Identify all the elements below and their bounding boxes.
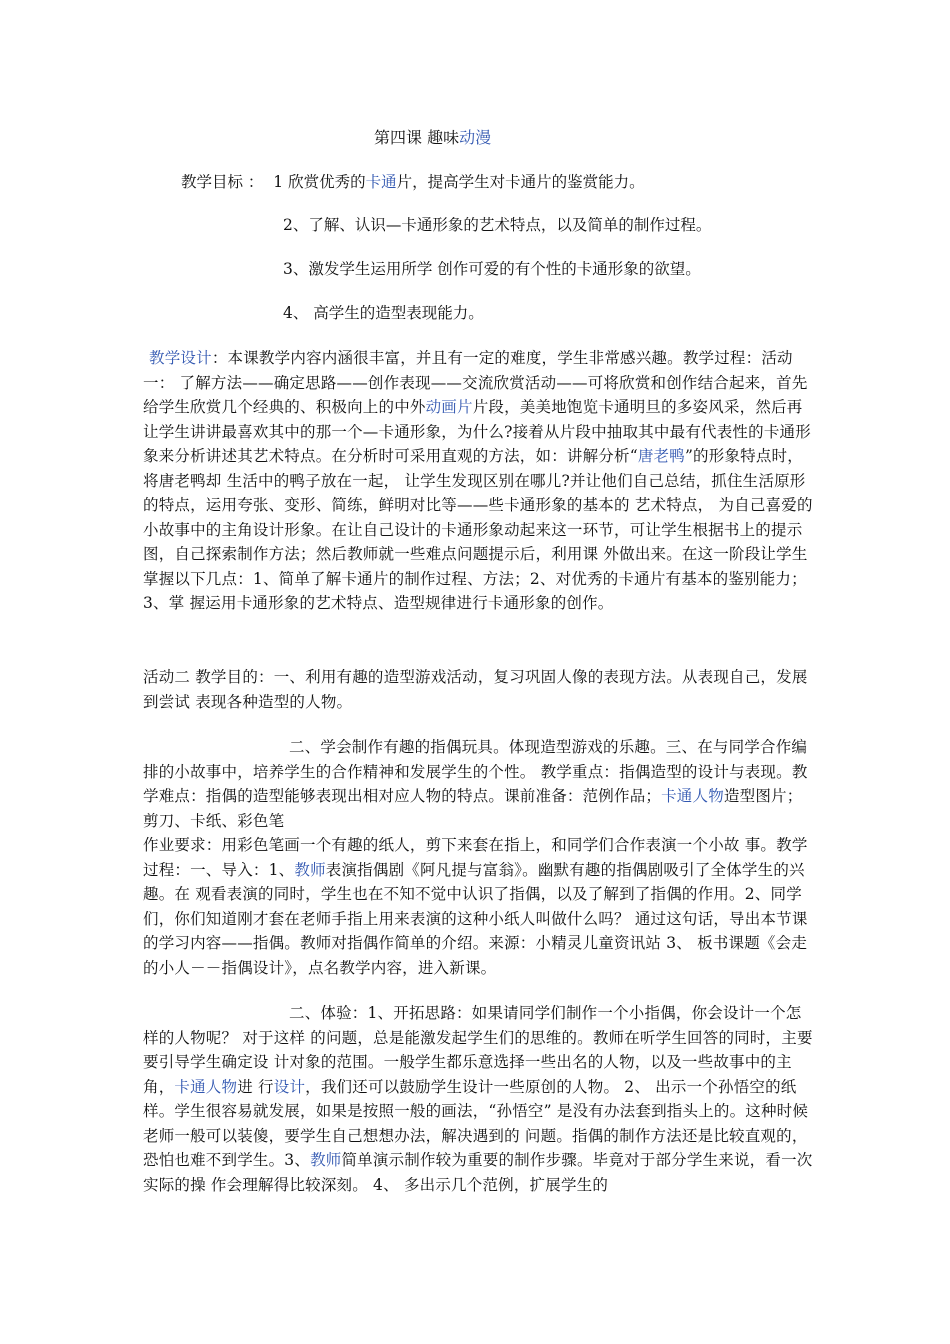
teaching-design-paragraph bbox=[143, 346, 815, 616]
para4-text-3: ，我们还可以鼓励学生设计一些原创的人物。 2、 出示一个孙悟空的纸样。学生很容易就发展，如果是按照一般的画法，“孙悟空” 是没有办法套到指头上的。这种时候老师一般可以装傻，要学生自己想想办法，解决遇到的 问题。指偶的制作方法还是比较直观的，恐怕也难不到学生。3、 bbox=[143, 1077, 809, 1169]
teaching-goal-1 bbox=[181, 170, 645, 194]
para3-text-3: 作业要求：用彩色笔画一个有趣的纸人，剪下来套在指上，和同学们合作表演一个小故 事。教学过程：一、导入：1、 bbox=[143, 836, 808, 879]
para4-text-2: 进 行 bbox=[237, 1077, 274, 1096]
para3-link-cartoon-character[interactable]: 卡通人物 bbox=[661, 787, 724, 805]
teaching-goal-4: 4、 高学生的造型表现能力。 bbox=[283, 304, 484, 322]
para4-text-1: 二、体验：1、开拓思路：如果请同学们制作一个小指偶，你会设计一个怎样的人物呢？ 对于这样 的问题，总是能激发起学生们的思维的。教师在听学生回答的同时，主要要引导学生确定设 计对象的范围。一般学生都乐意选择一些出名的人物，以及一些故事中的主角， bbox=[143, 1004, 813, 1096]
design-text-2: 片段，美美地饱览卡通明旦的多姿风采，然后再让学生讲讲最喜欢其中的那一个—卡通形象，为什么?接着从片段中抽取其中最有代表性的卡通形象来分析讲述其艺术特点。在分析时可采用直观的方法，如：讲解分析“ bbox=[143, 398, 811, 465]
para3-link-teacher[interactable]: 教师 bbox=[294, 860, 326, 879]
experience-paragraph bbox=[143, 1001, 815, 1197]
para4-link-teacher[interactable]: 教师 bbox=[310, 1151, 342, 1169]
title-link-anime[interactable]: 动漫 bbox=[459, 128, 492, 147]
design-link-teaching-design[interactable]: 教学设计 bbox=[149, 349, 212, 367]
para3-text-1: 二、学会制作有趣的指偶玩具。体现造型游戏的乐趣。三、在与同学合作编排的小故事中，培养学生的合作精神和发展学生的个性。 教学重点：指偶造型的设计与表现。教学难点：指偶的造型能够表现出相对应人物的特点。课前准备：范例作品； bbox=[143, 738, 808, 805]
design-link-animation[interactable]: 动画片 bbox=[425, 398, 473, 416]
design-link-donald-duck[interactable]: 唐老鸭 bbox=[637, 447, 685, 465]
finger-puppet-paragraph bbox=[143, 735, 815, 980]
goals-label: 教学目标 ： bbox=[181, 173, 264, 191]
para3-text-4: 表演指偶剧《阿凡提与富翁》。幽默有趣的指偶剧吸引了全体学生的兴趣。在 观看表演的同时，学生也在不知不觉中认识了指偶，以及了解到了指偶的作用。2、同学们，你们知道刚才套在老师手指上用来表演的这种小纸人叫做什么吗？ 通过这句话，导出本节课的学习内容——指偶。教师对指偶作简单的介绍。来源：小精灵儿童资讯站 3、 板书课题《会走的小人－－指偶设计》，点名教学内容，进入新课。 bbox=[143, 860, 808, 977]
teaching-goal-3: 3、激发学生运用所学 创作可爱的有个性的卡通形象的欲望。 bbox=[283, 260, 701, 278]
goal-1-text-b: 片，提高学生对卡通片的鉴赏能力。 bbox=[396, 173, 645, 191]
para4-link-cartoon-character[interactable]: 卡通人物 bbox=[174, 1077, 238, 1096]
lesson-title bbox=[374, 125, 491, 148]
para3-text-2: 造型图片； 剪刀、卡纸、彩色笔 bbox=[143, 787, 803, 830]
para4-link-design[interactable]: 设计 bbox=[273, 1077, 306, 1096]
teaching-goal-2: 2、了解、认识—卡通形象的艺术特点，以及简单的制作过程。 bbox=[283, 216, 712, 234]
title-text: 第四课 趣味 bbox=[374, 128, 460, 147]
design-text-1: ：本课教学内容内涵很丰富，并且有一定的难度，学生非常感兴趣。教学过程：活动一： 了解方法——确定思路——创作表现——交流欣赏活动——可将欣赏和创作结合起来，首先给学生欣赏几个经典的、积极向上的中外 bbox=[143, 349, 808, 416]
design-text-3: ”的形象特点时， 将唐老鸭却 生活中的鸭子放在一起， 让学生发现区别在哪儿?并让他们自己总结，抓住生活原形的特点，运用夸张、变形、简练，鲜明对比等——些卡通形象的基本的 艺术特点， 为自己喜爱的小故事中的主角设计形象。在让自己设计的卡通形象动起来这一环节，可让学生根据书上的提示图，自己探索制作方法；然后教师就一些难点问题提示后，利用课 外做出来。在这一阶段让学生掌握以下几点：1、简单了解卡通片的制作过程、方法；2、对优秀的卡通片有基本的鉴别能力；3、掌 握运用卡通形象的艺术特点、造型规律进行卡通形象的创作。 bbox=[143, 447, 813, 612]
goal-1-link-cartoon[interactable]: 卡通 bbox=[365, 173, 397, 191]
goal-1-text-a: 1 欣赏优秀的 bbox=[273, 173, 366, 191]
activity-two-paragraph bbox=[143, 665, 815, 714]
para4-text-4: 简单演示制作较为重要的制作步骤。毕竟对于部分学生来说，看一次实际的操 作会理解得比较深刻。 4、 多出示几个范例，扩展学生的 bbox=[143, 1151, 813, 1194]
activity-two-text: 活动二 教学目的：一、利用有趣的造型游戏活动，复习巩固人像的表现方法。从表现自己，发展到尝试 表现各种造型的人物。 bbox=[143, 668, 808, 711]
